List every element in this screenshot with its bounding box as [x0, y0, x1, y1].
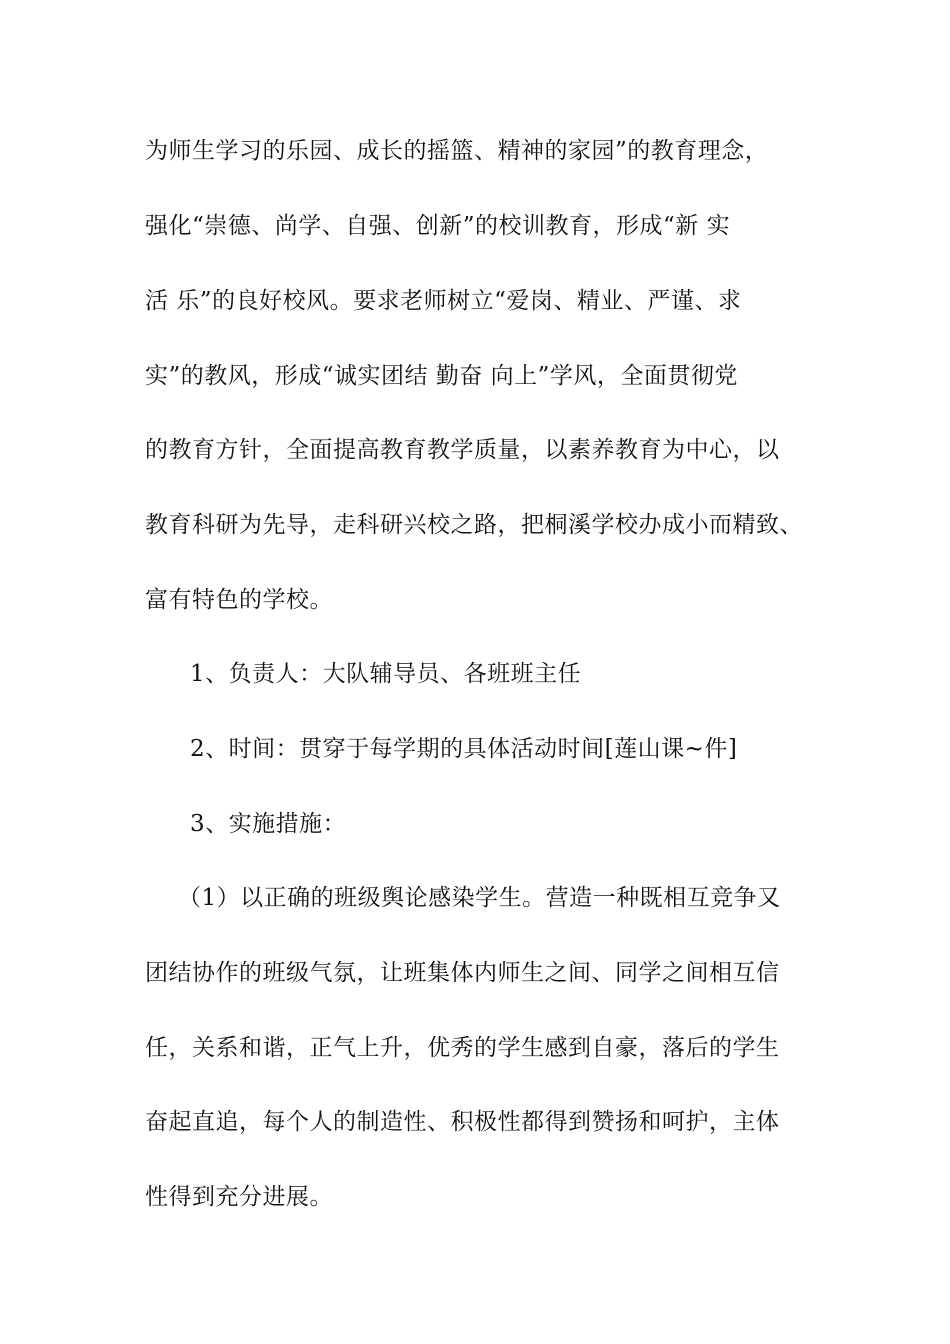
measure-1-line-2: 团结协作的班级气氛，让班集体内师生之间、同学之间相互信 — [145, 960, 780, 986]
measure-1-line-1: （1）以正确的班级舆论感染学生。营造一种既相互竞争又 — [178, 885, 781, 911]
measure-1-line-5: 性得到充分进展。 — [145, 1184, 333, 1210]
item-time: 2、时间：贯穿于每学期的具体活动时间[莲山课~件] — [190, 736, 738, 762]
paragraph-line-5: 的教育方针，全面提高教育教学质量，以素养教育为中心，以 — [145, 437, 780, 463]
paragraph-line-3: 活 乐”的良好校风。要求老师树立“爱岗、精业、严谨、求 — [145, 288, 742, 314]
item-measures: 3、实施措施： — [190, 811, 347, 837]
item-responsible: 1、负责人：大队辅导员、各班班主任 — [190, 661, 582, 687]
measure-1-line-4: 奋起直追，每个人的制造性、积极性都得到赞扬和呵护，主体 — [145, 1109, 780, 1135]
paragraph-line-6: 教育科研为先导，走科研兴校之路，把桐溪学校办成小而精致、 — [145, 512, 803, 538]
measure-1-line-3: 任，关系和谐，正气上升，优秀的学生感到自豪，落后的学生 — [145, 1035, 780, 1061]
paragraph-line-7: 富有特色的学校。 — [145, 587, 333, 613]
paragraph-line-4: 实”的教风，形成“诚实团结 勤奋 向上”学风，全面贯彻党 — [145, 363, 738, 389]
paragraph-line-1: 为师生学习的乐园、成长的摇篮、精神的家园”的教育理念， — [145, 138, 769, 164]
paragraph-line-2: 强化“崇德、尚学、自强、创新”的校训教育，形成“新 实 — [145, 213, 731, 239]
